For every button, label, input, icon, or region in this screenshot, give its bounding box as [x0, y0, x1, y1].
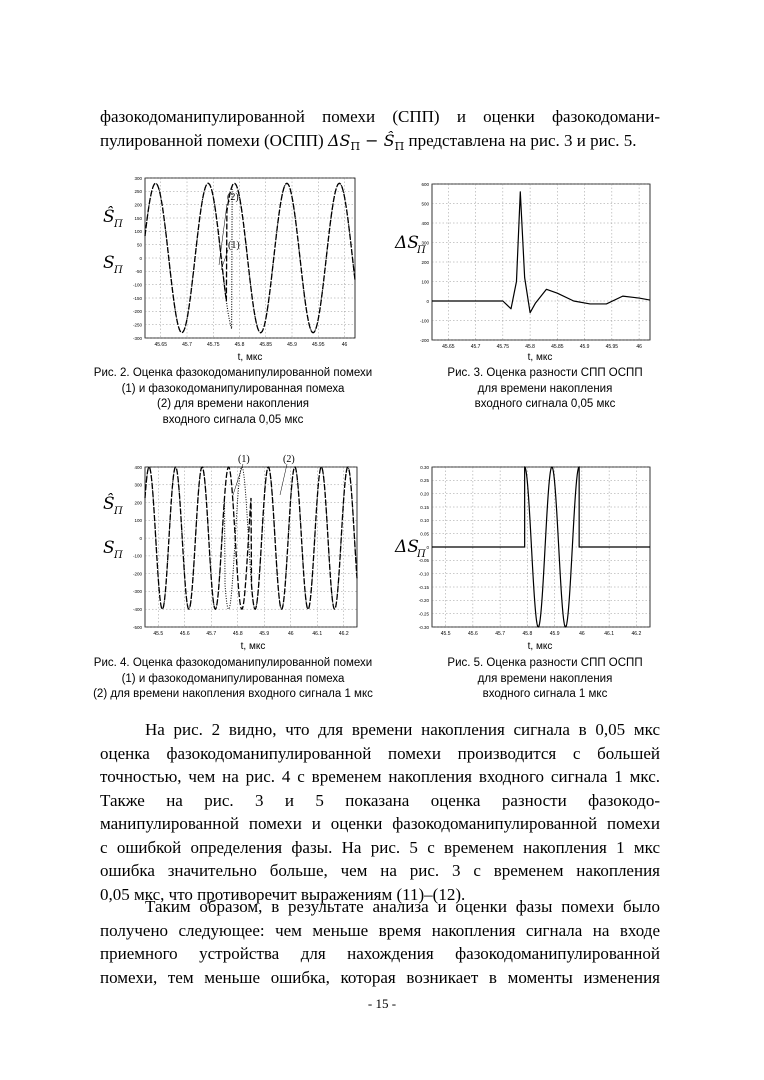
- fig2-ytick-label: -200: [132, 309, 142, 315]
- fig4-ytick-label: 300: [134, 482, 142, 488]
- fig4-ylabel-top-subscript: П: [114, 506, 123, 517]
- fig2-ylabel-bottom-symbol: S: [103, 253, 115, 273]
- body-paragraph-1: [100, 718, 660, 906]
- p2-line-2: получено следующее: чем меньше время накопления сигнала на входе: [100, 920, 660, 940]
- p1-line-6: с ошибкой определения фазы. На рис. 5 с временем накопления 1 мкс: [100, 837, 660, 857]
- fig5-ytick-label: -0.30: [418, 624, 429, 630]
- fig2-ytick-label: 300: [134, 175, 142, 181]
- fig5-xtick-label: 45.7: [495, 631, 505, 637]
- fig4-ylabel-bottom-symbol: S: [103, 538, 115, 558]
- fig2-ylabel-bottom-subscript: П: [114, 265, 123, 276]
- fig5-xtick-label: 45.8: [522, 631, 533, 637]
- p1-line-7: ошибка значительно больше, чем на рис. 3 с временем накопления: [100, 861, 660, 880]
- fig4-xtick-label: 45.7: [206, 631, 217, 637]
- fig4-ytick-label: -300: [132, 589, 142, 595]
- fig2-xtick-label: 45.95: [311, 342, 325, 348]
- fig5-ytick-label: -0.15: [418, 584, 429, 590]
- fig2-ylabel-bottom: [103, 253, 123, 276]
- fig2-curve-label-1: (1): [228, 240, 240, 251]
- figure-5: [390, 455, 660, 655]
- fig3-xtick-label: 45.65: [442, 344, 455, 350]
- figure-4-chart: [95, 455, 375, 655]
- fig4-ytick-label: 400: [134, 464, 142, 470]
- fig2-ytick-label: 150: [134, 215, 142, 221]
- fig2-ylabel-top: [103, 206, 123, 230]
- fig2-xlabel: t, мкс: [237, 352, 263, 363]
- fig4-xtick-label: 46.2: [338, 631, 349, 637]
- fig2-ytick-label: -250: [132, 322, 142, 328]
- fig2-ytick-label: 250: [134, 189, 142, 195]
- fig4-xtick-label: 45.9: [259, 631, 270, 637]
- fig2-xtick-label: 45.85: [259, 342, 273, 348]
- fig3-xtick-label: 45.8: [525, 344, 535, 350]
- fig5-ytick-label: -0.25: [418, 611, 429, 617]
- fig5-xlabel: t, мкс: [527, 641, 553, 652]
- figure-5-chart: [390, 455, 660, 655]
- intro-paragraph: [100, 105, 660, 158]
- fig4-ylabel-top-symbol: Ŝ: [103, 494, 115, 514]
- intro-line-2-prefix: пулированной помехи (ОСПП): [100, 130, 328, 150]
- fig2-xtick-label: 45.7: [182, 342, 192, 348]
- intro-line-2-suffix: представлена на рис. 3 и рис. 5.: [404, 130, 637, 150]
- fig4-ylabel-bottom: [103, 538, 123, 561]
- fig4-ytick-label: 200: [134, 500, 142, 506]
- fig2-ytick-label: -50: [135, 269, 142, 275]
- fig5-ytick-label: -0.10: [418, 571, 429, 577]
- fig5-xtick-label: 45.6: [468, 631, 478, 637]
- fig5-ylabel: [394, 537, 426, 560]
- p2-line-1: Таким образом, в результате анализа и оценки фазы помехи было: [145, 897, 660, 916]
- fig3-ytick-label: 200: [421, 259, 429, 265]
- fig4-ytick-label: -500: [132, 624, 142, 630]
- fig3-xtick-label: 46: [636, 344, 642, 350]
- fig4-ytick-label: -400: [132, 607, 142, 613]
- fig5-xtick-label: 45.5: [440, 631, 451, 637]
- fig4-label-1-leader: [233, 464, 243, 495]
- fig2-ylabel-top-subscript: П: [114, 219, 123, 230]
- fig4-xtick-label: 46: [287, 631, 294, 637]
- fig5-ytick-label: -0.20: [418, 598, 429, 604]
- fig3-ytick-label: -100: [419, 318, 429, 324]
- fig3-xlabel: t, мкс: [527, 352, 553, 363]
- fig4-xtick-label: 45.5: [153, 631, 164, 637]
- fig5-ylabel-subscript: П: [417, 549, 426, 560]
- fig5-ytick-label: 0.25: [420, 478, 429, 484]
- fig4-xtick-label: 45.6: [179, 631, 190, 637]
- fig2-xtick-label: 45.75: [206, 342, 220, 348]
- figure-3-caption: Рис. 3. Оценка разности СПП ОСПП для времени накопления входного сигнала 0,05 мкс: [447, 367, 643, 410]
- p1-line-8: 0,05 мкс, что противоречит выражениям (11)–(12).: [100, 884, 466, 904]
- intro-line-2: [100, 129, 660, 159]
- p1-line-2: оценка фазокодоманипулированной помехи производится с большей: [100, 743, 660, 763]
- fig4-ylabel-bottom-subscript: П: [114, 550, 123, 561]
- fig4-xlabel: t, мкс: [240, 641, 266, 652]
- fig3-xtick-label: 45.7: [470, 344, 481, 350]
- fig5-ytick-label: 0.05: [420, 531, 429, 537]
- fig3-ylabel-subscript: П: [417, 245, 426, 256]
- fig3-xtick-label: 45.95: [605, 344, 619, 350]
- figure-2: [95, 170, 375, 370]
- fig5-xtick-label: 46: [579, 631, 585, 637]
- fig2-xtick-label: 45.8: [234, 342, 245, 348]
- figure-3-chart: [390, 170, 660, 370]
- fig2-ytick-label: -150: [132, 295, 142, 301]
- p1-line-3: точностью, чем на рис. 4 с временем накопления входного сигнала 1 мкс.: [100, 767, 660, 786]
- fig5-ytick-label: 0.30: [420, 464, 429, 470]
- fig5-ytick-label: 0.10: [420, 518, 429, 524]
- fig4-curve-label-1: (1): [238, 454, 250, 465]
- figure-4-caption: Рис. 4. Оценка фазокодоманипулированной помехи (1) и фазокодоманипулированная помеха (2) для времени накопления входного сигнала 1 мкс: [93, 657, 373, 700]
- p1-line-1: На рис. 2 видно, что для времени накопления сигнала в 0,05 мкс: [145, 720, 660, 739]
- fig5-ytick-label: 0.20: [420, 491, 429, 497]
- fig4-ytick-label: 100: [134, 518, 142, 524]
- formula-delta-s: $\Delta S_П$ − $Ŝ_П$: [327, 130, 405, 153]
- fig2-ylabel-top-symbol: Ŝ: [103, 207, 115, 227]
- fig5-ytick-label: 0.15: [420, 504, 429, 510]
- fig3-ytick-label: 300: [421, 240, 429, 246]
- fig5-ylabel-symbol: ΔS: [395, 537, 419, 557]
- fig3-series-line: [432, 192, 650, 313]
- fig3-ytick-label: 600: [421, 181, 429, 187]
- fig3-ylabel-symbol: ΔS: [395, 233, 419, 253]
- fig2-xtick-label: 45.9: [287, 342, 297, 348]
- fig5-xtick-label: 45.9: [549, 631, 560, 637]
- fig4-ylabel-top: [103, 493, 123, 517]
- p1-line-4: Также на рис. 3 и 5 показана оценка разности фазокодо-: [100, 790, 660, 810]
- figure-5-caption: Рис. 5. Оценка разности СПП ОСПП для времени накопления входного сигнала 1 мкс: [447, 657, 643, 700]
- p2-line-4: помехи, тем меньше ошибка, которая возникает в моменты изменения: [100, 967, 660, 987]
- fig2-xtick-label: 46: [341, 342, 348, 348]
- p1-line-5: манипулированной помехи и оценки фазокодоманипулированной помехи: [100, 814, 660, 833]
- figure-2-chart: [95, 170, 375, 370]
- figure-3: [390, 170, 660, 370]
- fig3-ytick-label: 100: [421, 279, 429, 285]
- fig3-ytick-label: 500: [421, 201, 429, 207]
- page-number: - 15 -: [367, 996, 397, 1011]
- fig3-xtick-label: 45.75: [496, 344, 510, 350]
- p2-line-3: приемного устройства для нахождения фазокодоманипулированной: [100, 944, 660, 963]
- fig2-ytick-label: 50: [136, 242, 142, 248]
- fig2-xtick-label: 45.65: [154, 342, 168, 348]
- figure-2-caption: Рис. 2. Оценка фазокодоманипулированной помехи (1) и фазокодоманипулированная помеха (2) для времени накопления входного сигнала 0,05 мкс: [93, 367, 373, 426]
- fig4-label-2-leader: [280, 464, 287, 495]
- fig5-xtick-label: 46.1: [604, 631, 614, 637]
- fig2-ytick-label: 200: [134, 202, 142, 208]
- fig3-ytick-label: 400: [421, 220, 429, 226]
- fig4-ytick-label: 0: [139, 535, 142, 541]
- figure-4: [95, 455, 375, 655]
- fig2-ytick-label: 0: [139, 255, 142, 261]
- fig3-ytick-label: -200: [419, 337, 429, 343]
- fig3-ytick-label: 0: [426, 298, 429, 304]
- fig4-xtick-label: 46.1: [312, 631, 323, 637]
- fig2-ytick-label: 100: [134, 229, 142, 235]
- fig5-ytick-label: -0.05: [418, 558, 429, 564]
- fig4-ytick-label: -100: [132, 553, 142, 559]
- fig3-ylabel: [394, 233, 426, 256]
- intro-line-1: фазокодоманипулированной помехи (СПП) и оценки фазокодомани-: [100, 107, 660, 126]
- fig4-ytick-label: -200: [132, 571, 142, 577]
- fig2-ytick-label: -100: [132, 282, 142, 288]
- fig3-xtick-label: 45.85: [551, 344, 564, 350]
- fig5-xtick-label: 46.2: [631, 631, 642, 637]
- fig4-curve-label-2: (2): [283, 454, 295, 465]
- body-paragraph-2: [100, 895, 660, 989]
- fig4-xtick-label: 45.8: [232, 631, 243, 637]
- fig3-xtick-label: 45.9: [579, 344, 590, 350]
- fig2-ytick-label: -300: [132, 335, 142, 341]
- fig5-ytick-label: 0: [426, 544, 429, 550]
- fig2-curve-label-2: (2): [227, 192, 239, 203]
